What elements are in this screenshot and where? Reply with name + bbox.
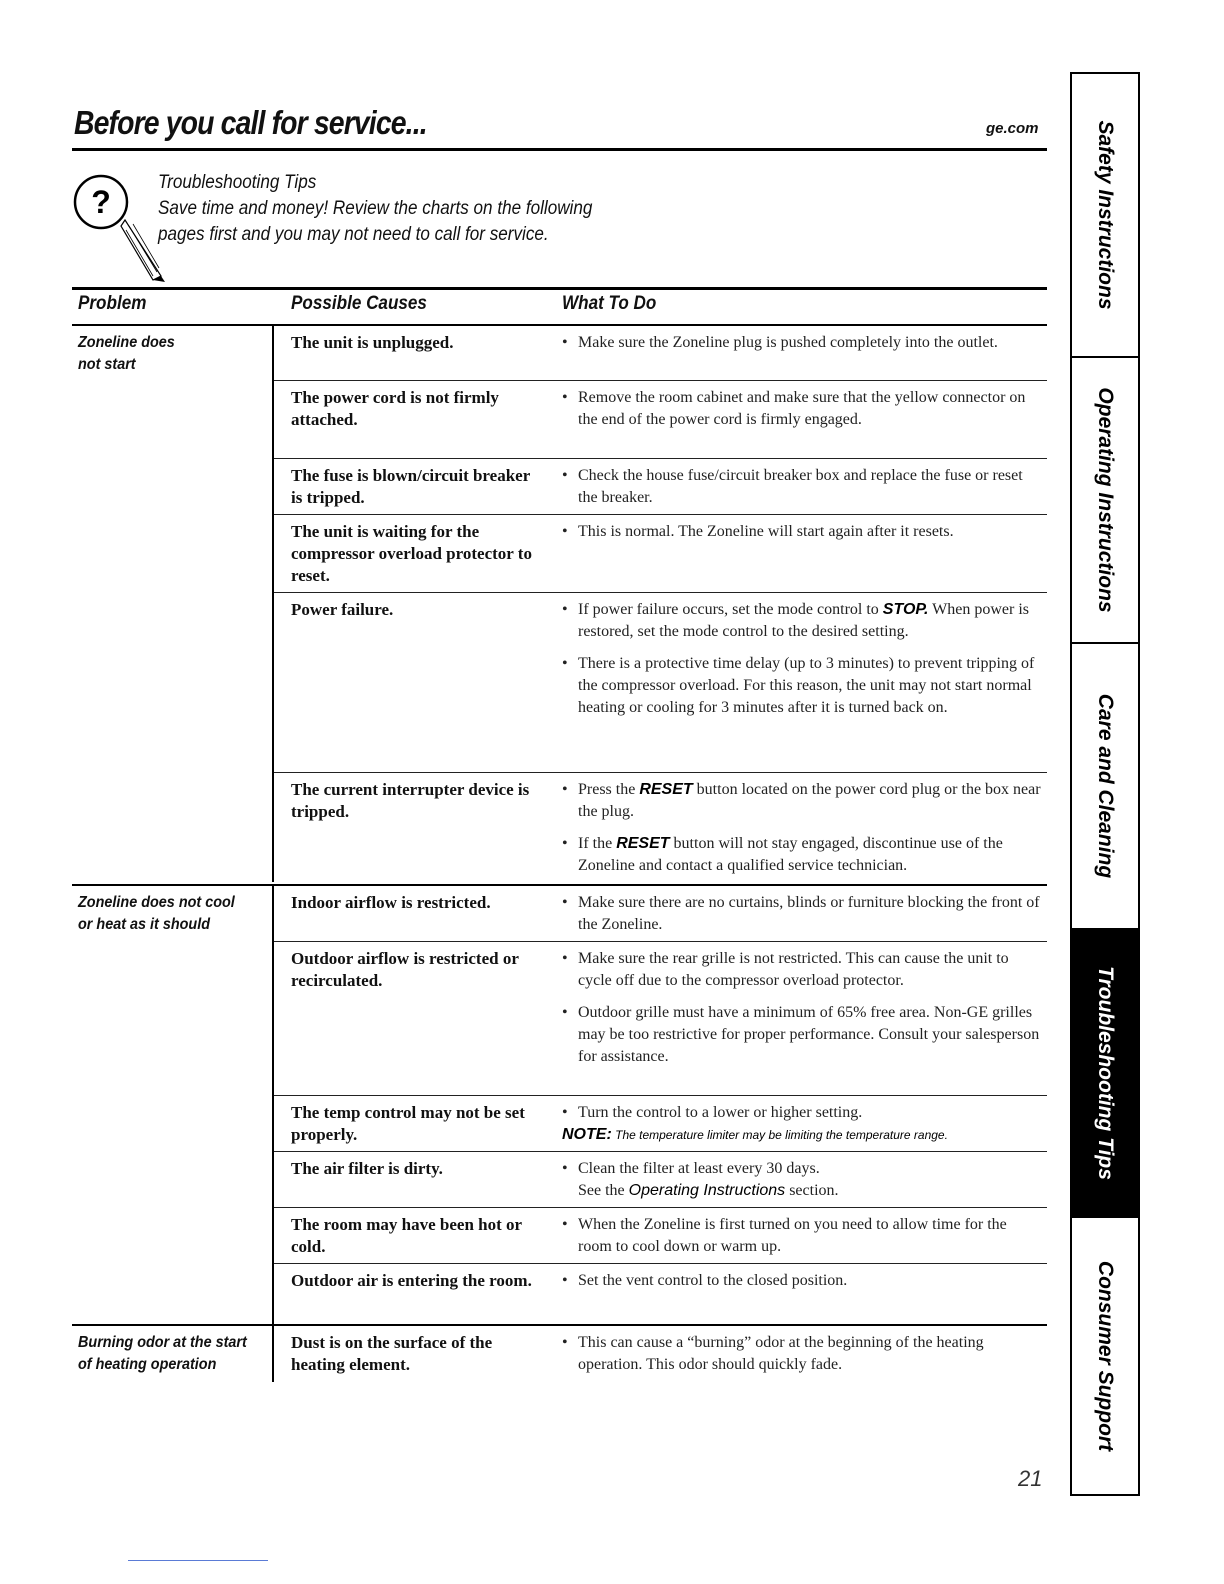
temperature-note: NOTE: The temperature limiter may be limiting the temperature range. (562, 1126, 948, 1143)
cause-text: Dust is on the surface of the heating element. (291, 1333, 493, 1374)
tab-consumer-support[interactable]: Consumer Support (1094, 1260, 1117, 1452)
table-row (274, 1326, 1047, 1382)
table-row (274, 886, 1047, 941)
todo-text: • When the Zoneline is first turned on you need to allow time for the room to cool down or warm up. (562, 1216, 1007, 1255)
cause-text: The temp control may not be set properly. (291, 1103, 525, 1144)
table-row (274, 380, 1047, 459)
cause-text: The unit is waiting for the compressor overload protector to reset. (291, 522, 532, 585)
page-title: Before you call for service... (74, 104, 427, 141)
tab-care-and-cleaning[interactable]: Care and Cleaning (1072, 644, 1138, 930)
reset-button-label: RESET (639, 781, 693, 798)
column-header-problem: Problem (78, 293, 147, 314)
todo-text: • Set the vent control to the closed position. (562, 1272, 848, 1289)
table-top-rule (72, 287, 1047, 290)
column-header-causes: Possible Causes (291, 293, 427, 314)
cause-text: The current interrupter device is tripped. (291, 780, 530, 821)
todo-text: • Check the house fuse/circuit breaker box and replace the fuse or reset the breaker. (562, 467, 1023, 506)
problem-label: Zoneline does not cool or heat as it should (78, 894, 235, 933)
cause-text: The air filter is dirty. (291, 1159, 443, 1178)
page-number: 21 (1018, 1466, 1043, 1491)
reset-button-label: RESET (616, 835, 670, 852)
todo-text: • If power failure occurs, set the mode control to STOP. When power is restored, set the mode control to the desired setting. • There is a protective time delay (up to 3 minutes) to prevent tripping of the compressor overload. For this reason, the unit may not start normal heating or cooling for 3 minutes after it is turned back on. (562, 601, 1035, 716)
cause-text: Outdoor air is entering the room. (291, 1271, 532, 1290)
todo-text: • This is normal. The Zoneline will start again after it resets. (562, 523, 954, 540)
cause-text: Indoor airflow is restricted. (291, 893, 491, 912)
todo-text: • Clean the filter at least every 30 days. See the Operating Instructions section. (562, 1160, 839, 1199)
section-tabs (1070, 72, 1140, 1496)
cause-text: The power cord is not firmly attached. (291, 388, 499, 429)
site-link[interactable]: ge.com (986, 120, 1039, 137)
footer-rule (128, 1560, 268, 1561)
problem-label: Zoneline does not start (78, 334, 175, 373)
todo-text: • Press the RESET button located on the power cord plug or the box near the plug. • If the RESET button will not stay engaged, discontinue use of the Zoneline and contact a qualified service technician. (562, 781, 1041, 874)
tips-heading: Troubleshooting Tips (158, 172, 317, 193)
table-row (274, 514, 1047, 593)
cause-text: Power failure. (291, 600, 394, 619)
table-row (274, 1151, 1047, 1208)
todo-text: • Make sure the Zoneline plug is pushed completely into the outlet. (562, 334, 998, 351)
table-row (274, 1095, 1047, 1152)
tips-line-2: pages first and you may not need to call for service. (158, 224, 549, 245)
svg-text:?: ? (91, 184, 111, 220)
title-divider (72, 148, 1047, 151)
table-row (274, 1263, 1047, 1325)
column-header-todo: What To Do (562, 293, 657, 314)
todo-text: • Make sure there are no curtains, blinds or furniture blocking the front of the Zoneline. (562, 894, 1040, 933)
troubleshooting-tips (158, 170, 718, 248)
cause-text: The fuse is blown/circuit breaker is tripped. (291, 466, 530, 507)
tab-operating-instructions[interactable]: Operating Instructions (1072, 358, 1138, 644)
todo-text: • Remove the room cabinet and make sure that the yellow connector on the end of the power cord is firmly engaged. (562, 389, 1026, 428)
table-row (274, 941, 1047, 1096)
cause-text: The room may have been hot or cold. (291, 1215, 522, 1256)
problem-label: Burning odor at the start of heating operation (78, 1334, 247, 1373)
tab-troubleshooting-tips[interactable]: Troubleshooting Tips (1072, 930, 1138, 1218)
table-row (274, 1207, 1047, 1264)
todo-text: • Make sure the rear grille is not restricted. This can cause the unit to cycle off due to the compressor overload protector. • Outdoor grille must have a minimum of 65% free area. Non-GE grilles may be too restrictive for proper performance. Consult your salesperson for assistance. (562, 950, 1040, 1065)
todo-text: • This can cause a “burning” odor at the beginning of the heating operation. This odor should quickly fade. (562, 1334, 984, 1373)
tab-safety-instructions[interactable]: Safety Instructions (1072, 74, 1138, 358)
table-row (274, 458, 1047, 515)
table-row (274, 326, 1047, 380)
todo-text: • Turn the control to a lower or higher setting. NOTE: The temperature limiter may be limiting the temperature range. (562, 1102, 1042, 1146)
tips-line-1: Save time and money! Review the charts on the following (158, 198, 593, 219)
table-row (274, 772, 1047, 883)
cause-text: The unit is unplugged. (291, 333, 454, 352)
cause-text: Outdoor airflow is restricted or recirculated. (291, 949, 519, 990)
operating-instructions-ref: Operating Instructions (628, 1182, 786, 1199)
stop-setting: STOP. (882, 601, 929, 618)
table-row (274, 592, 1047, 773)
